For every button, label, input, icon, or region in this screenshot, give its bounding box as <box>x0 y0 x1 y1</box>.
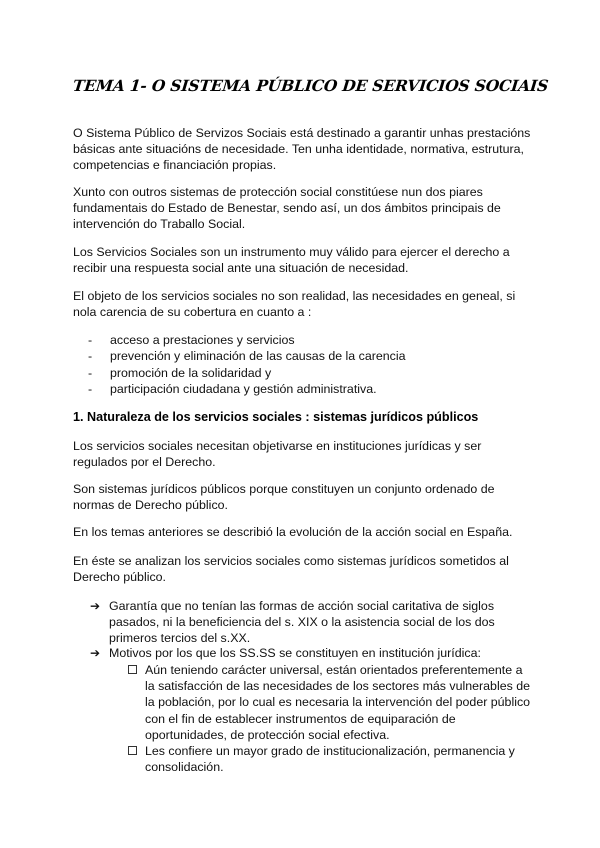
arrow-item-text: Garantía que no tenían las formas de acción social caritativa de siglos pasados, ni la beneficiencia del s. XIX o la asistencia social de los dos primeros tercios del s.XX. <box>109 599 495 646</box>
document-title: TEMA 1- O SISTEMA PÚBLICO DE SERVICIOS SOCIAIS <box>72 76 550 95</box>
section-heading: 1. Naturaleza de los servicios sociales : sistemas jurídicos públicos <box>73 410 479 424</box>
checkbox-item-text: Aún teniendo carácter universal, están orientados preferentemente a la satisfacción de las necesidades de los sectores más vulnerables de la población, por lo cual es necesaria la intervención del poder público con el fin de establecer instrumentos de equiparación de oportunidades, de protección social efectiva. <box>145 663 531 742</box>
arrow-list-item <box>90 598 530 647</box>
checkbox-list-item <box>128 662 533 743</box>
list-item-text: prevención y eliminación de las causas de la carencia <box>110 349 406 364</box>
checkbox-item-text: Les confiere un mayor grado de institucionalización, permanencia y consolidación. <box>145 744 515 775</box>
intro-paragraph-4: El objeto de los servicios sociales no son realidad, las necesidades en geneal, si nola carencia de su cobertura en cuanto a : <box>73 289 516 320</box>
list-item-text: participación ciudadana y gestión administrativa. <box>110 382 377 397</box>
section-paragraph-2: Son sistemas jurídicos públicos porque constituyen un conjunto ordenado de normas de Derecho público. <box>73 482 495 513</box>
dash-bullet: - <box>88 333 93 347</box>
list-item <box>73 332 533 348</box>
dash-bullet: - <box>88 382 93 397</box>
intro-paragraph-1: O Sistema Público de Servizos Sociais está destinado a garantir unhas prestacións básicas ante situacións de necesidade. Ten unha identidade, normativa, estrutura, competencias e financiación propias. <box>73 126 531 173</box>
section-paragraph-4: En éste se analizan los servicios sociales como sistemas jurídicos sometidos al Derecho público. <box>73 554 509 585</box>
list-item <box>73 365 533 381</box>
intro-paragraph-2: Xunto con outros sistemas de protección social constitúese nun dos piares fundamentais do Estado de Benestar, sendo así, un dos ámbitos principais de intervención do Traballo Social. <box>73 185 501 232</box>
list-item <box>73 381 533 397</box>
section-paragraph-1: Los servicios sociales necesitan objetivarse en instituciones jurídicas y ser regulados por el Derecho. <box>73 439 482 470</box>
arrow-item-text: Motivos por los que los SS.SS se constituyen en institución jurídica: <box>109 646 481 660</box>
section-paragraph-3: En los temas anteriores se describió la evolución de la acción social en España. <box>73 525 513 539</box>
arrow-bullet-icon: ➔ <box>90 599 101 613</box>
arrow-bullet-icon: ➔ <box>90 646 101 660</box>
checkbox-square-icon <box>128 665 137 674</box>
arrow-list-item <box>90 645 530 661</box>
list-item-text: promoción de la solidaridad y <box>110 365 272 380</box>
intro-paragraph-3: Los Servicios Sociales son un instrumento muy válido para ejercer el derecho a recibir una respuesta social ante una situación de necesidad. <box>73 245 510 276</box>
list-item-text: acceso a prestaciones y servicios <box>110 333 295 347</box>
checkbox-square-icon <box>128 746 137 755</box>
dash-list <box>73 332 533 398</box>
dash-bullet: - <box>88 365 93 380</box>
dash-bullet: - <box>88 349 93 364</box>
checkbox-list-item <box>128 743 533 775</box>
list-item <box>73 348 533 364</box>
